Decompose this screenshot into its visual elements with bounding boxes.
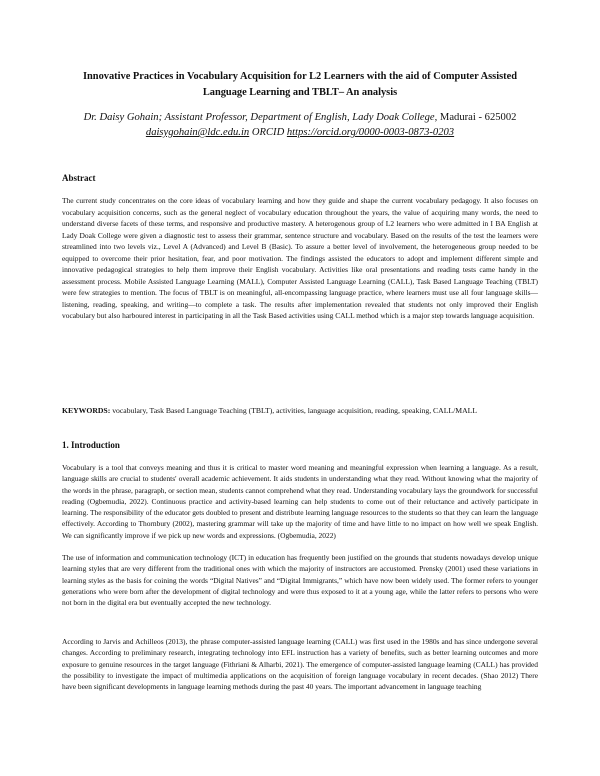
- abstract-heading: Abstract: [62, 173, 96, 183]
- author-name-role: Dr. Daisy Gohain; Assistant Professor, Department of English, Lady Doak College,: [83, 112, 438, 123]
- author-block: [40, 110, 560, 140]
- author-line: [40, 110, 560, 125]
- author-email-link[interactable]: daisygohain@ldc.edu.in: [145, 127, 250, 138]
- orcid-label: ORCID: [249, 127, 287, 138]
- abstract-text: The current study concentrates on the core ideas of vocabulary learning and how they guide and shape the current vocabulary pedagogy. It also focuses on vocabulary acquisition concerns, such as the general neglect of vocabulary education throughout the years, the value of acquiring many words, the need to understand diverse facets of these terms, and responsive and productive mastery. A heterogenous group of L2 learners who were admitted in I BA English at Lady Doak College were given a diagnostic test to assess their grammar, sentence structure and vocabulary. Based on the results of the test the learners were streamlined into two levels viz., Level A (Advanced) and Level B (Basic). To assure a better level of involvement, the heterogeneous group needed to be equipped to overcome their prior hesitation, fear, and poor motivation. The findings assisted the educators to adopt and implement different simple and innovative pedagogical strategies to help them improve their English vocabulary. Activities like oral presentations and reading tests came handy in the assessment process. Mobile Assisted Language Learning (MALL), Computer Assisted Language Learning (CALL), Task Based Language Teaching (TBLT) were few strategies to mention. The focus of TBLT is on meaningful, all-encompassing language practice, where learners must use all four language skills—listening, reading, speaking, and writing—to complete a task. The results after implementation revealed that students not only improved their English vocabulary but also harboured interest in participating in all the Task Based activities using CALL method which is a major step towards language acquisition.: [62, 196, 538, 320]
- intro-paragraph-3: According to Jarvis and Achilleos (2013), the phrase computer-assisted language learning (CALL) was first used in the 1980s and has since undergone several changes. According to preliminary research, integrating technology into EFL instruction has a variety of benefits, such as better learning outcomes and more exposure to genuine resources in the target language (Fithriani & Alharbi, 2021). The emergence of computer-assisted language learning (CALL) has provided the possibility to investigate the impact of multimedia applications on the acquisition of foreign language vocabulary in recent decades. (Shao 2012) There have been significant developments in language learning methods during the past 40 years. The important advancement in language teaching: [62, 637, 538, 692]
- intro-paragraph-1: Vocabulary is a tool that conveys meaning and thus it is critical to master word meaning and meaningful expression when learning a language. As a result, language skills are crucial to students' overall academic achievement. It aids students in understanding what they read. Without knowing what the majority of the words in the phrase, paragraph, or section mean, students cannot comprehend what they read. Understanding vocabulary lays the groundwork for successful reading (Ogbemudia, 2022). Continuous practice and activity-based learning can help students to come out of their reluctance and actively participate in learning. The responsibility of the educator gets doubled to present and distribute learning language resources to the students so that they can learn the language effectively. According to Thornbury (2002), mastering grammar will take up the majority of time and have little to no impact on how well we speak English. We can significantly improve if we pick up new words and expressions. (Ogbemudia, 2022): [62, 463, 538, 540]
- paper-title-line-1: Innovative Practices in Vocabulary Acquisition for L2 Learners with the aid of Computer Assisted: [82, 71, 517, 82]
- author-contact-line: [40, 125, 560, 140]
- paper-title: [62, 69, 538, 101]
- orcid-link[interactable]: https://orcid.org/0000-0003-0873-0203: [286, 127, 455, 138]
- keywords-paragraph: [62, 405, 538, 417]
- introduction-heading: 1. Introduction: [62, 440, 120, 450]
- intro-paragraph-2: The use of information and communication technology (ICT) in education has frequently been justified on the grounds that students nowadays develop unique learning styles that are very different from the traditional ones with which the majority of instructors are accustomed. Prensky (2001) used these variations in learning styles as the basis for coining the words “Digital Natives” and “Digital Immigrants,” which have now been widely used. The former refers to younger generations who were born after the development of digital technology and were thus exposed to it at a young age, while the latter refers to persons who were not born in the digital era but eventually accepted the new technology.: [62, 553, 538, 608]
- keywords-text: vocabulary, Task Based Language Teaching (TBLT), activities, language acquisition, reading, speaking, CALL/MALL: [110, 406, 478, 415]
- keywords-label: KEYWORDS:: [62, 406, 111, 415]
- paper-title-line-2: Language Learning and TBLT– An analysis: [202, 87, 398, 98]
- author-location: Madurai - 625002: [437, 112, 517, 123]
